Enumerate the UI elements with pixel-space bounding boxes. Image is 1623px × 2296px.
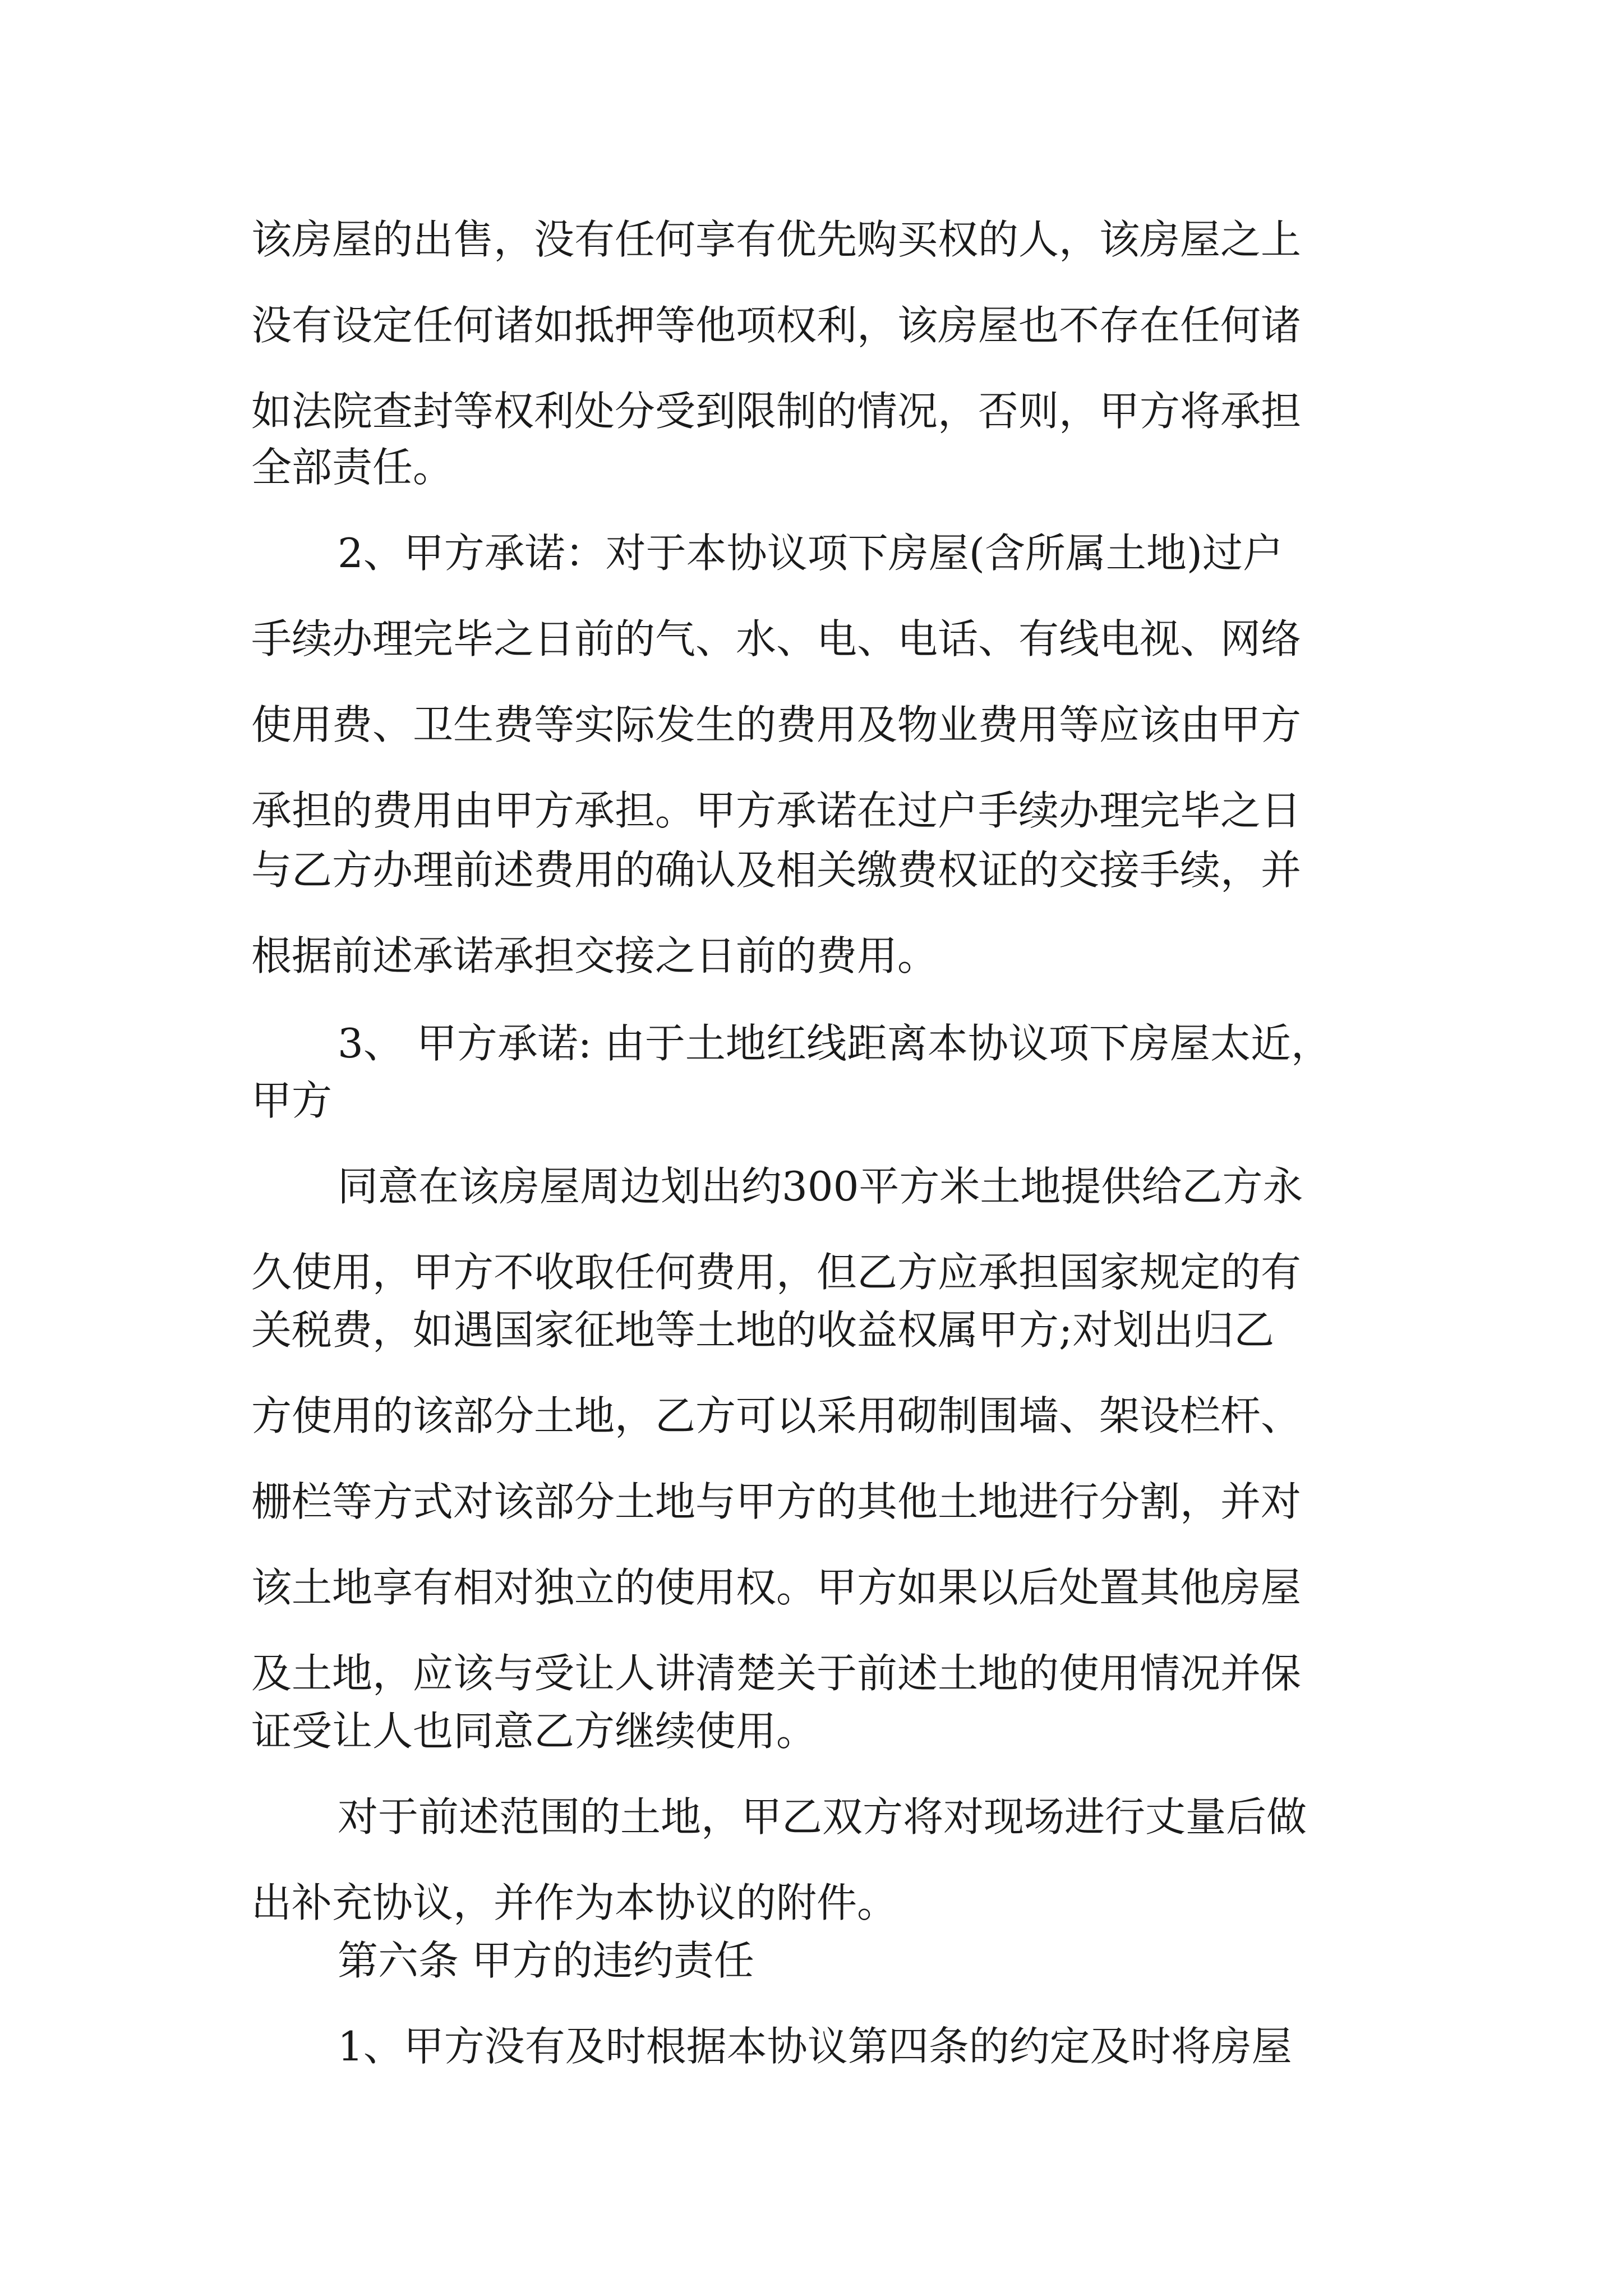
text-line: 及土地，应该与受让人讲清楚关于前述土地的使用情况并保 — [251, 1650, 1302, 1697]
text-line: 与乙方办理前述费用的确认及相关缴费权证的交接手续，并 — [251, 846, 1302, 894]
text-line: 承担的费用由甲方承担。甲方承诺在过户手续办理完毕之日 — [251, 787, 1302, 834]
text-line: 根据前述承诺承担交接之日前的费用。 — [251, 932, 938, 979]
text-line: 手续办理完毕之日前的气、水、电、电话、有线电视、网络 — [251, 615, 1302, 662]
text-line: 甲方 — [251, 1077, 333, 1124]
text-line: 栅栏等方式对该部分土地与甲方的其他土地进行分割，并对 — [251, 1478, 1302, 1525]
text-line: 1、甲方没有及时根据本协议第四条的约定及时将房屋 — [338, 2023, 1292, 2070]
text-line: 如法院查封等权利处分受到限制的情况，否则，甲方将承担 — [251, 388, 1302, 435]
text-line: 同意在该房屋周边划出约300平方米土地提供给乙方永 — [338, 1163, 1303, 1210]
text-line: 对于前述范围的土地，甲乙双方将对现场进行丈量后做 — [338, 1793, 1307, 1841]
text-line: 没有设定任何诸如抵押等他项权利，该房屋也不存在任何诸 — [251, 302, 1302, 349]
text-line: 第六条 甲方的违约责任 — [338, 1937, 754, 1984]
text-line: 使用费、卫生费等实际发生的费用及物业费用等应该由甲方 — [251, 701, 1302, 748]
text-line: 该房屋的出售，没有任何享有优先购买权的人，该房屋之上 — [251, 216, 1302, 263]
text-line: 3、 甲方承诺: 由于土地红线距离本协议项下房屋太近， — [338, 1020, 1331, 1067]
text-line: 出补充协议，并作为本协议的附件。 — [251, 1879, 898, 1926]
text-line: 方使用的该部分土地，乙方可以采用砌制围墙、架设栏杆、 — [251, 1392, 1302, 1439]
text-line: 证受让人也同意乙方继续使用。 — [251, 1708, 817, 1755]
text-line: 全部责任。 — [251, 444, 454, 491]
text-line: 久使用，甲方不收取任何费用，但乙方应承担国家规定的有 — [251, 1249, 1302, 1296]
text-line: 2、甲方承诺：对于本协议项下房屋(含所属土地)过户 — [338, 530, 1283, 577]
text-line: 关税费，如遇国家征地等土地的收益权属甲方;对划出归乙 — [251, 1306, 1275, 1354]
text-line: 该土地享有相对独立的使用权。甲方如果以后处置其他房屋 — [251, 1564, 1302, 1611]
